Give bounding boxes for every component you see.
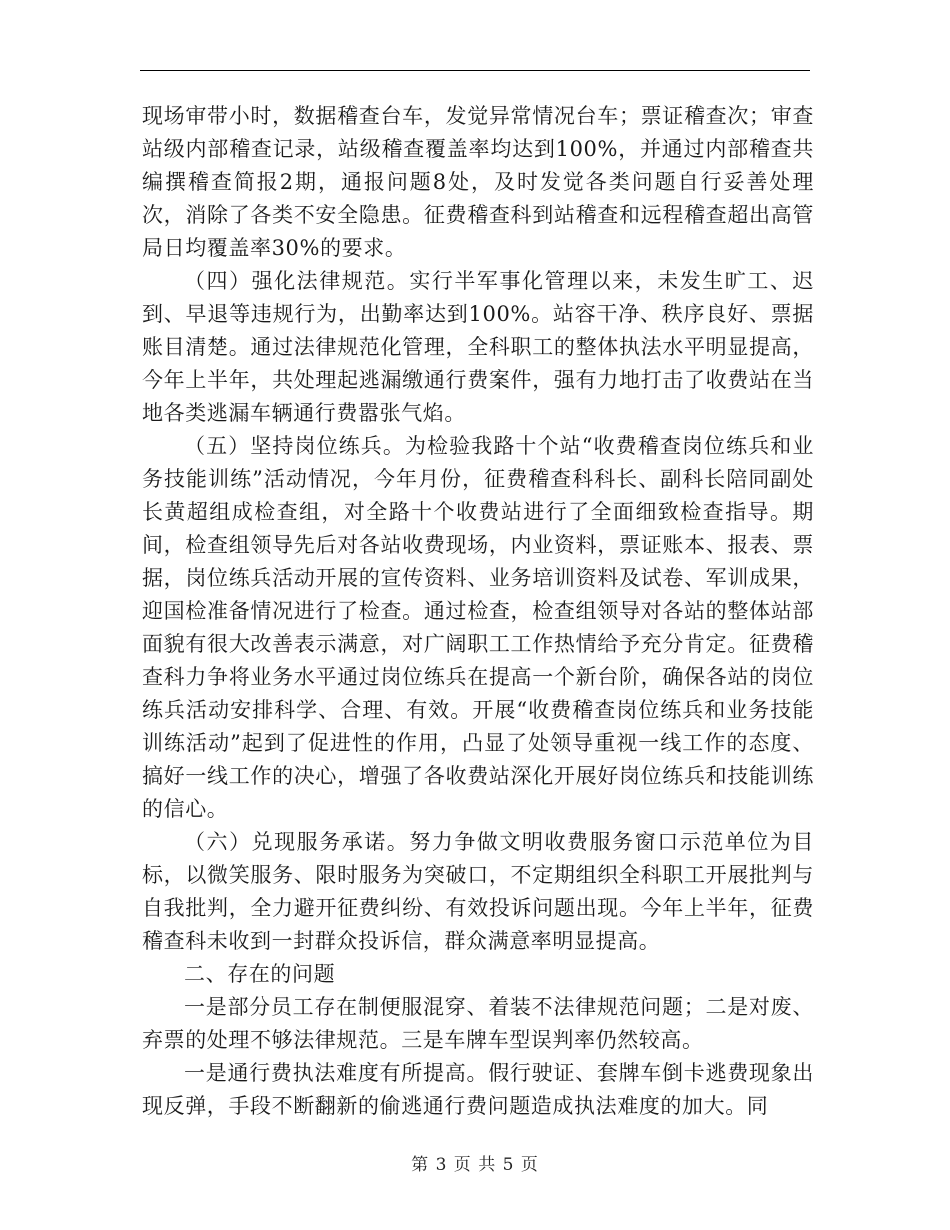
paragraph: （六）兑现服务承诺。努力争做文明收费服务窗口示范单位为目标，以微笑服务、限时服务为突破口，不定期组织全科职工开展批判与自我批判，全力避开征费纠纷、有效投诉问题出现。今年上半年，征费稽查科未收到一封群众投诉信，群众满意率明显提高。 — [142, 830, 814, 953]
paragraph: 现场审带小时，数据稽查台车，发觉异常情况台车；票证稽查次；审查站级内部稽查记录，站级稽查覆盖率均达到100%，并通过内部稽查共编撰稽查简报2期，通报问题8处，及时发觉各类问题自行妥善处理次，消除了各类不安全隐患。征费稽查科到站稽查和远程稽查超出高管局日均覆盖率30%的要求。 — [142, 104, 814, 260]
page-footer: 第 3 页 共 5 页 — [411, 1155, 539, 1175]
paragraph: 一是部分员工存在制便服混穿、着装不法律规范问题；二是对废、弃票的处理不够法律规范。三是车牌车型误判率仍然较高。 — [142, 995, 814, 1052]
paragraph: （五）坚持岗位练兵。为检验我路十个站“收费稽查岗位练兵和业务技能训练”活动情况，今年月份，征费稽查科科长、副科长陪同副处长黄超组成检查组，对全路十个收费站进行了全面细致检查指导。期间，检查组领导先后对各站收费现场，内业资料，票证账本、报表、票据，岗位练兵活动开展的宣传资料、业务培训资料及试卷、军训成果，迎国检准备情况进行了检查。通过检查，检查组领导对各站的整体站部面貌有很大改善表示满意，对广阔职工工作热情给予充分肯定。征费稽查科力争将业务水平通过岗位练兵在提高一个新台阶，确保各站的岗位练兵活动安排科学、合理、有效。开展“收费稽查岗位练兵和业务技能训练活动”起到了促进性的作用，凸显了处领导重视一线工作的态度、搞好一线工作的决心，增强了各收费站深化开展好岗位练兵和技能训练的信心。 — [142, 434, 814, 821]
document-body — [142, 100, 814, 1123]
paragraph: （四）强化法律规范。实行半军事化管理以来，未发生旷工、迟到、早退等违规行为，出勤率达到100%。站容干净、秩序良好、票据账目清楚。通过法律规范化管理，全科职工的整体执法水平明显提高，今年上半年，共处理起逃漏缴通行费案件，强有力地打击了收费站在当地各类逃漏车辆通行费嚣张气焰。 — [142, 269, 814, 425]
section-heading: 二、存在的问题 — [184, 962, 336, 986]
header-rule — [140, 70, 810, 71]
paragraph: 一是通行费执法难度有所提高。假行驶证、套牌车倒卡逃费现象出现反弹，手段不断翻新的偷逃通行费问题造成执法难度的加大。同 — [142, 1061, 814, 1118]
